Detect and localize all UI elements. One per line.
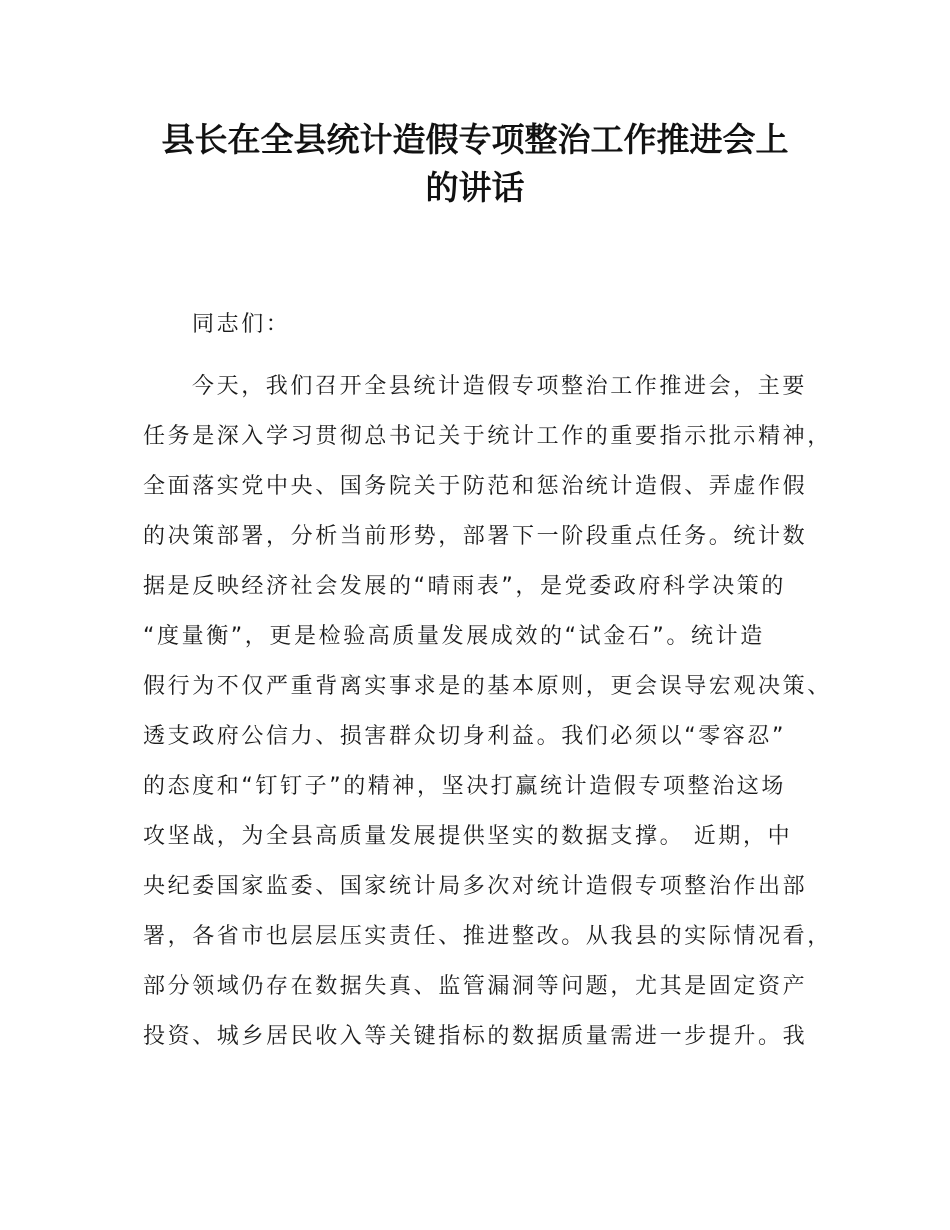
body-line: 央纪委国家监委、国家统计局多次对统计造假专项整治作出部 [143,874,808,899]
body-line: 的决策部署，分析当前形势，部署下一阶段重点任务。统计数 [143,524,808,549]
document-title-line-1: 县长在全县统计造假专项整治工作推进会上 [161,120,789,159]
body-line: “度量衡”，更是检验高质量发展成效的“试金石”。统计造 [143,624,765,649]
body-line: 据是反映经济社会发展的“晴雨表”，是党委政府科学决策的 [143,574,786,599]
document-title-line-2: 的讲话 [425,168,525,207]
body-line: 投资、城乡居民收入等关键指标的数据质量需进一步提升。我 [143,1024,808,1049]
body-line: 透支政府公信力、损害群众切身利益。我们必须以“零容忍” [143,724,786,749]
body-line: 攻坚战，为全县高质量发展提供坚实的数据支撑。 近期，中 [143,824,793,849]
body-line: 任务是深入学习贯彻总书记关于统计工作的重要指示批示精神， [143,424,832,449]
body-line: 署，各省市也层层压实责任、推进整改。从我县的实际情况看， [143,924,832,949]
body-line: 全面落实党中央、国务院关于防范和惩治统计造假、弄虚作假 [143,474,808,499]
body-line: 今天，我们召开全县统计造假专项整治工作推进会，主要 [192,374,808,399]
body-line: 的态度和“钉钉子”的精神，坚决打赢统计造假专项整治这场 [143,774,786,799]
salutation: 同志们： [192,312,291,337]
body-line: 部分领域仍存在数据失真、监管漏洞等问题，尤其是固定资产 [143,974,808,999]
body-line: 假行为不仅严重背离实事求是的基本原则，更会误导宏观决策、 [143,674,832,699]
